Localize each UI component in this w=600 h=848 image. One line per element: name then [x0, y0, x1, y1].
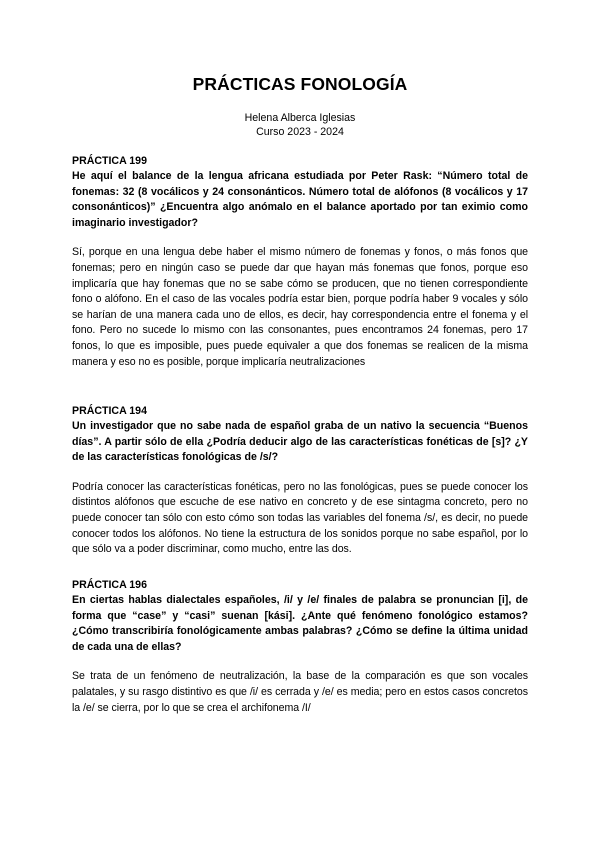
- course-year: Curso 2023 - 2024: [256, 126, 344, 138]
- practice-heading: PRÁCTICA 194: [72, 405, 147, 417]
- practice-question: He aquí el balance de la lengua africana estudiada por Peter Rask: “Número total de fonemas: 32 (8 vocálicos y 24 consonánticos. Número total de alófonos (8 vocálicos y 17 consonánticos)” ¿Encuentra algo anómalo en el balance aportado por tan eximio como imaginario investigador?: [72, 170, 528, 229]
- practice-194-section: [72, 404, 528, 558]
- practice-question: Un investigador que no sabe nada de español graba de un nativo la secuencia “Buenos días”. A partir sólo de ella ¿Podría deducir algo de las características fonéticas de [s]? ¿Y de las características fonológicas de /s/?: [72, 420, 528, 464]
- document-title: PRÁCTICAS FONOLOGÍA: [192, 74, 408, 94]
- practice-answer: Sí, porque en una lengua debe haber el mismo número de fonemas y fonos, o más fonos que fonemas; pero en ningún caso se puede dar que hayan más fonemas que fonos, porque eso implicaría que hay fonemas que no se sabe cómo se producen, que no tienen correspondiente fono o alófono. En el caso de las vocales podría estar bien, porque podría haber 9 vocales y sólo se harían de una manera cada uno de ellos, es decir, hay correspondencia entre el fonema y el fono. Pero no sucede lo mismo con las consonantes, pues encontramos 24 fonemas, pero 17 fonos, lo que es imposible, pues puede equivaler a que dos fonemas se realicen de la misma manera y eso no es posible, porque implicaría neutralizaciones: [72, 246, 528, 368]
- author-name: Helena Alberca Iglesias: [244, 112, 356, 124]
- practice-answer: Se trata de un fenómeno de neutralización, la base de la comparación es que son vocales palatales, y su rasgo distintivo es que /i/ es cerrada y /e/ es media; pero en estos casos concretos la /e/ se cierra, por lo que se crea el archifonema /I/: [72, 670, 528, 714]
- practice-196-section: [72, 578, 528, 716]
- practice-answer: Podría conocer las características fonéticas, pero no las fonológicas, pues se puede conocer los distintos alófonos que escuche de ese nativo en concreto y de ese sintagma concreto, pero no puede conocer tan sólo con esto cómo son todas las variables del fonema /s/, es decir, no puede conocer todos los alófonos. No tiene la estructura de los sonidos porque no sabe español, por lo que sólo va a poder discriminar, como mucho, entre las dos.: [72, 480, 528, 556]
- practice-heading: PRÁCTICA 199: [72, 155, 147, 167]
- practice-heading: PRÁCTICA 196: [72, 579, 147, 591]
- practice-question: En ciertas hablas dialectales españoles, /i/ y /e/ finales de palabra se pronuncian [i], de forma que “case” y “casi” suenan [kási]. ¿Ante qué fenómeno fonológico estamos? ¿Cómo transcribiría fonológicamente ambas palabras? ¿Cómo se define la última unidad de cada una de ellas?: [72, 594, 528, 653]
- practice-199-section: [72, 154, 528, 370]
